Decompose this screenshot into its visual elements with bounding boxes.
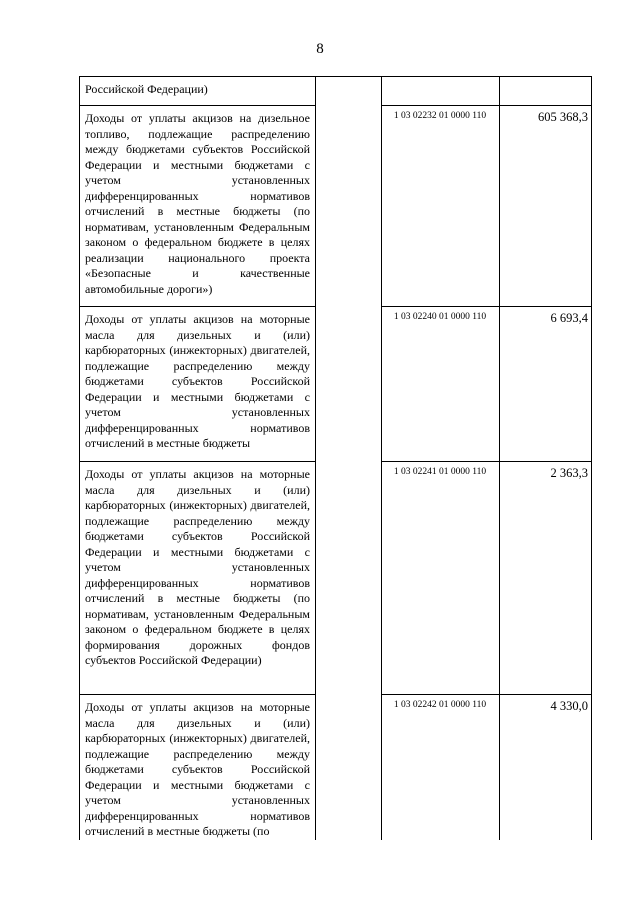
row-code: 1 03 02242 01 0000 110 (393, 700, 487, 710)
row-amount: 2 363,3 (550, 466, 588, 480)
continuation-cell: Российской Федерации) (85, 82, 208, 96)
row-description: Доходы от уплаты акцизов на моторные масла для дизельных и (или) карбюраторных (инжекторных) двигателей, подлежащие распределению между бюджетами субъектов Российской Федерации и местными бюджетами с учетом установленных дифференцированных нормативов отчислений в местные бюджеты (85, 312, 310, 450)
row-divider (381, 694, 591, 695)
row-code: 1 03 02240 01 0000 110 (393, 312, 487, 322)
column-divider (499, 77, 500, 840)
page-number: 8 (316, 41, 324, 57)
row-divider (80, 694, 315, 695)
revenue-table (79, 76, 592, 840)
row-divider (381, 306, 591, 307)
row-divider (80, 461, 315, 462)
row-amount: 605 368,3 (538, 110, 588, 124)
row-amount: 6 693,4 (550, 311, 588, 325)
row-divider (80, 306, 315, 307)
row-description: Доходы от уплаты акцизов на моторные масла для дизельных и (или) карбюраторных (инжекторных) двигателей, подлежащие распределению между бюджетами субъектов Российской Федерации и местными бюджетами с учетом установленных дифференцированных нормативов отчислений в местные бюджеты (по (85, 700, 310, 838)
row-code: 1 03 02241 01 0000 110 (393, 467, 487, 477)
row-description: Доходы от уплаты акцизов на моторные масла для дизельных и (или) карбюраторных (инжекторных) двигателей, подлежащие распределению между бюджетами субъектов Российской Федерации и местными бюджетами с учетом установленных дифференцированных нормативов отчислений в местные бюджеты (по нормативам, установленным Федеральным законом о федеральном бюджете в целях формирования дорожных фондов субъектов Российской Федерации) (85, 467, 310, 667)
column-divider (315, 77, 316, 840)
row-divider (381, 461, 591, 462)
column-divider (381, 77, 382, 840)
row-description: Доходы от уплаты акцизов на дизельное топливо, подлежащие распределению между бюджетами субъектов Российской Федерации и местными бюджетами с учетом установленных дифференцированных нормативов отчислений в местные бюджеты (по нормативам, установленным Федеральным законом о федеральном бюджете в целях реализации национального проекта «Безопасные и качественные автомобильные дороги») (85, 111, 310, 296)
row-divider (381, 105, 591, 106)
row-amount: 4 330,0 (550, 699, 588, 713)
row-divider (80, 105, 315, 106)
row-code: 1 03 02232 01 0000 110 (393, 111, 487, 121)
